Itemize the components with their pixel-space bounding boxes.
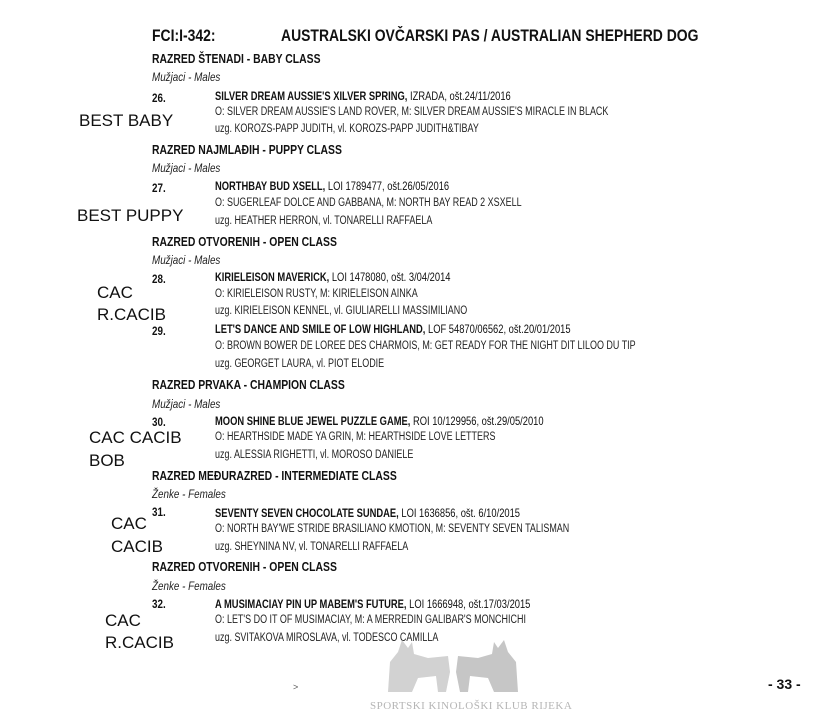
class-heading: RAZRED NAJMLAĐIH - PUPPY CLASS — [152, 142, 342, 157]
dog-entry — [215, 414, 544, 428]
dog-parents: O: KIRIELEISON RUSTY, M: KIRIELEISON AINKA — [215, 288, 418, 300]
dog-breeder-owner: uzg. HEATHER HERRON, vl. TONARELLI RAFFAELA — [215, 215, 433, 227]
dog-entry — [215, 322, 571, 336]
dog-parents: O: BROWN BOWER DE LOREE DES CHARMOIS, M: GET READY FOR THE NIGHT DIT LILOO DU TIP — [215, 340, 636, 352]
dog-details: LOI 1478080, ošt. 3/04/2014 — [329, 270, 451, 284]
dog-breeder-owner: uzg. GEORGET LAURA, vl. PIOT ELODIE — [215, 358, 385, 370]
entry-number: 26. — [152, 91, 166, 105]
scan-speck: ˃ — [293, 682, 299, 692]
dog-parents: O: HEARTHSIDE MADE YA GRIN, M: HEARTHSIDE LOVE LETTERS — [215, 431, 496, 443]
class-heading: RAZRED PRVAKA - CHAMPION CLASS — [152, 377, 345, 392]
award-label: CAC — [105, 611, 141, 630]
dog-details: LOI 1789477, ošt.26/05/2016 — [325, 179, 450, 193]
entry-number: 31. — [152, 505, 166, 519]
award-label: CACIB — [111, 537, 163, 556]
sex-heading: Mužjaci - Males — [152, 161, 221, 175]
dog-parents: O: SUGERLEAF DOLCE AND GABBANA, M: NORTH BAY READ 2 XSXELL — [215, 197, 522, 209]
dog-name: A MUSIMACIAY PIN UP MABEM'S FUTURE, — [215, 597, 407, 611]
entry-number: 30. — [152, 415, 166, 429]
sex-heading: Mužjaci - Males — [152, 253, 221, 267]
dog-entry — [215, 597, 530, 611]
dog-entry — [215, 506, 520, 520]
dog-parents: O: NORTH BAY'WE STRIDE BRASILIANO KMOTION, M: SEVENTY SEVEN TALISMAN — [215, 523, 570, 535]
dog-details: LOI 1666948, ošt.17/03/2015 — [406, 597, 531, 611]
entry-number: 27. — [152, 181, 166, 195]
award-label: CAC — [97, 283, 133, 302]
catalog-code: FCI:I-342: — [152, 26, 216, 45]
class-heading: RAZRED ŠTENADI - BABY CLASS — [152, 51, 321, 66]
entry-number: 28. — [152, 272, 166, 286]
breed-title: AUSTRALSKI OVČARSKI PAS / AUSTRALIAN SHEPHERD DOG — [281, 26, 699, 45]
dog-breeder-owner: uzg. SVITAKOVA MIROSLAVA, vl. TODESCO CAMILLA — [215, 632, 439, 644]
dog-name: NORTHBAY BUD XSELL, — [215, 179, 326, 193]
dog-parents: O: SILVER DREAM AUSSIE'S LAND ROVER, M: SILVER DREAM AUSSIE'S MIRACLE IN BLACK — [215, 106, 609, 118]
sex-heading: Mužjaci - Males — [152, 70, 221, 84]
sex-heading: Mužjaci - Males — [152, 397, 221, 411]
dog-name: LET'S DANCE AND SMILE OF LOW HIGHLAND, — [215, 322, 426, 336]
dog-breeder-owner: uzg. SHEYNINA NV, vl. TONARELLI RAFFAELA — [215, 541, 409, 553]
club-name-watermark: SPORTSKI KINOLOŠKI KLUB RIJEKA — [370, 700, 573, 712]
club-watermark-icon — [368, 632, 538, 702]
dog-entry — [215, 179, 449, 193]
dog-breeder-owner: uzg. KOROZS-PAPP JUDITH, vl. KOROZS-PAPP JUDITH&TIBAY — [215, 123, 479, 135]
dog-details: LOF 54870/06562, ošt.20/01/2015 — [425, 322, 571, 336]
award-label: BEST BABY — [79, 111, 174, 130]
award-label: BOB — [89, 451, 125, 470]
dog-details: ROI 10/129956, ošt.29/05/2010 — [410, 414, 544, 428]
class-heading: RAZRED MEĐURAZRED - INTERMEDIATE CLASS — [152, 468, 397, 483]
award-label: R.CACIB — [105, 633, 174, 652]
award-label: R.CACIB — [97, 305, 166, 324]
award-label: CAC — [111, 514, 147, 533]
entry-number: 29. — [152, 324, 166, 338]
dog-name: MOON SHINE BLUE JEWEL PUZZLE GAME, — [215, 414, 411, 428]
dog-details: LOI 1636856, ošt. 6/10/2015 — [398, 506, 521, 520]
sex-heading: Ženke - Females — [152, 487, 226, 501]
dog-entry — [215, 89, 511, 103]
class-heading: RAZRED OTVORENIH - OPEN CLASS — [152, 234, 337, 249]
dog-name: SILVER DREAM AUSSIE'S XILVER SPRING, — [215, 89, 408, 103]
class-heading: RAZRED OTVORENIH - OPEN CLASS — [152, 559, 337, 574]
dog-breeder-owner: uzg. KIRIELEISON KENNEL, vl. GIULIARELLI MASSIMILIANO — [215, 305, 468, 317]
award-label: BEST PUPPY — [77, 206, 184, 225]
dog-entry — [215, 270, 451, 284]
dog-breeder-owner: uzg. ALESSIA RIGHETTI, vl. MOROSO DANIELE — [215, 449, 414, 461]
award-label: CAC CACIB — [89, 428, 182, 447]
sex-heading: Ženke - Females — [152, 579, 226, 593]
dog-name: KIRIELEISON MAVERICK, — [215, 270, 330, 284]
dog-name: SEVENTY SEVEN CHOCOLATE SUNDAE, — [215, 506, 399, 520]
page-number: - 33 - — [768, 676, 801, 692]
dog-details: IZRADA, ošt.24/11/2016 — [407, 89, 511, 103]
entry-number: 32. — [152, 597, 166, 611]
dog-parents: O: LET'S DO IT OF MUSIMACIAY, M: A MERREDIN GALIBAR'S MONCHICHI — [215, 614, 526, 626]
